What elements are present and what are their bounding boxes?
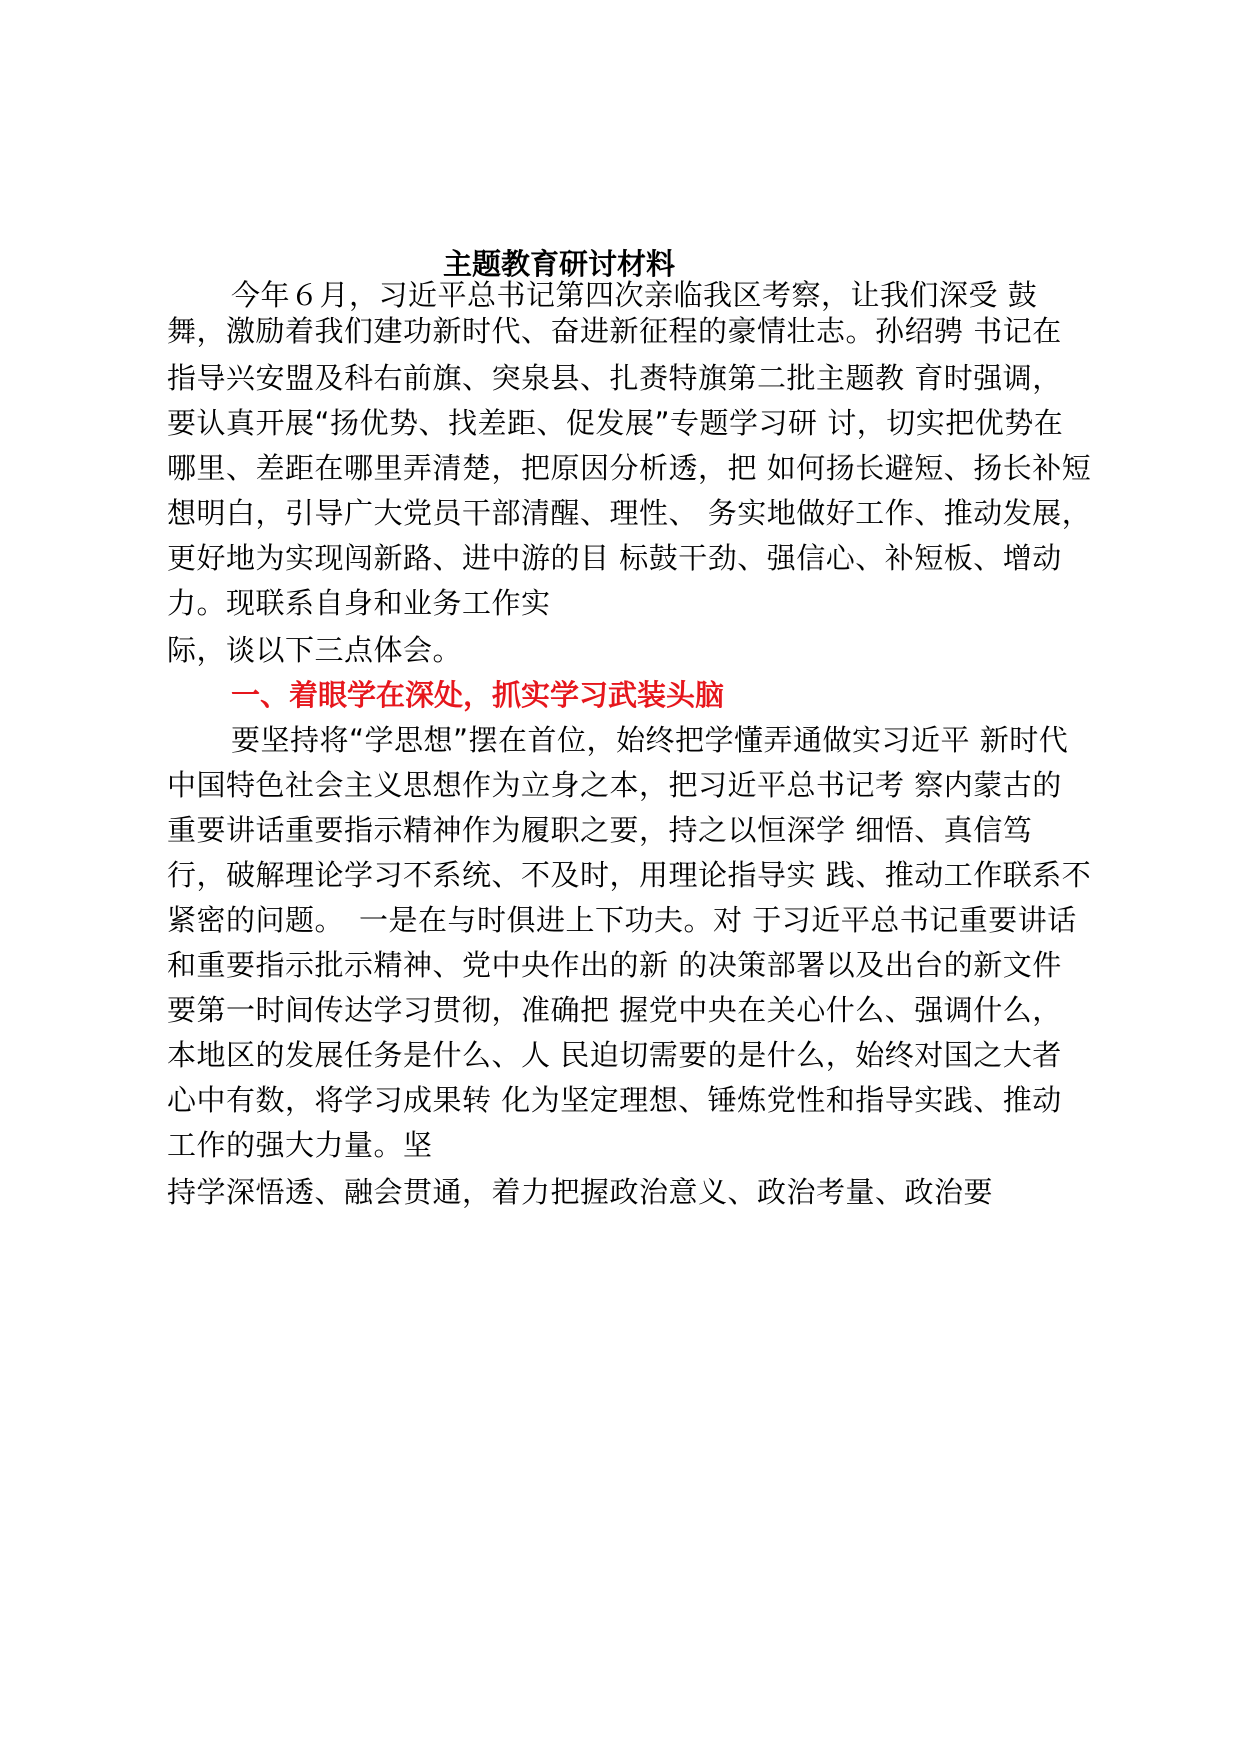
text-line: 更好地为实现闯新路、进中游的目 标鼓干劲、强信心、补短板、增动 — [167, 541, 1062, 575]
text-line: 哪里、差距在哪里弄清楚，把原因分析透，把 如何扬长避短、扬长补短 — [167, 451, 1092, 485]
text-line: 指导兴安盟及科右前旗、突泉县、扎赉特旗第二批主题教 育时强调， — [167, 361, 1062, 395]
text-line: 想明白，引导广大党员干部清醒、理性、 务实地做好工作、推动发展， — [167, 496, 1092, 530]
section-heading-1: 一、着眼学在深处，抓实学习武装头脑 — [231, 678, 725, 712]
text-line: 心中有数，将学习成果转 化为坚定理想、锤炼党性和指导实践、推动 — [167, 1083, 1062, 1117]
text-line: 工作的强大力量。坚 — [167, 1128, 433, 1162]
text-line: 紧密的问题。 一是在与时俱进上下功夫。对 于习近平总书记重要讲话 — [167, 903, 1077, 937]
text-line: 持学深悟透、融会贯通，着力把握政治意义、政治考量、政治要 — [167, 1175, 994, 1209]
text-line: 和重要指示批示精神、党中央作出的新 的决策部署以及出台的新文件 — [167, 948, 1062, 982]
text-line: 际，谈以下三点体会。 — [167, 633, 463, 667]
text-line: 要认真开展“扬优势、找差距、促发展”专题学习研 讨，切实把优势在 — [167, 406, 1064, 440]
text-line: 力。现联系自身和业务工作实 — [167, 586, 551, 620]
text-line: 今年６月，习近平总书记第四次亲临我区考察，让我们深受 鼓 — [231, 278, 1038, 312]
text-line: 舞，激励着我们建功新时代、奋进新征程的豪情壮志。孙绍骋 书记在 — [167, 314, 1062, 348]
text-line: 要第一时间传达学习贯彻，准确把 握党中央在关心什么、强调什么， — [167, 993, 1062, 1027]
text-line: 行，破解理论学习不系统、不及时，用理论指导实 践、推动工作联系不 — [167, 858, 1092, 892]
text-line: 中国特色社会主义思想作为立身之本，把习近平总书记考 察内蒙古的 — [167, 768, 1062, 802]
document-title: 主题教育研讨材料 — [443, 247, 676, 281]
text-line: 要坚持将“学思想”摆在首位，始终把学懂弄通做实习近平 新时代 — [231, 723, 1069, 757]
text-line: 本地区的发展任务是什么、人 民迫切需要的是什么，始终对国之大者 — [167, 1038, 1062, 1072]
text-line: 重要讲话重要指示精神作为履职之要，持之以恒深学 细悟、真信笃 — [167, 813, 1033, 847]
